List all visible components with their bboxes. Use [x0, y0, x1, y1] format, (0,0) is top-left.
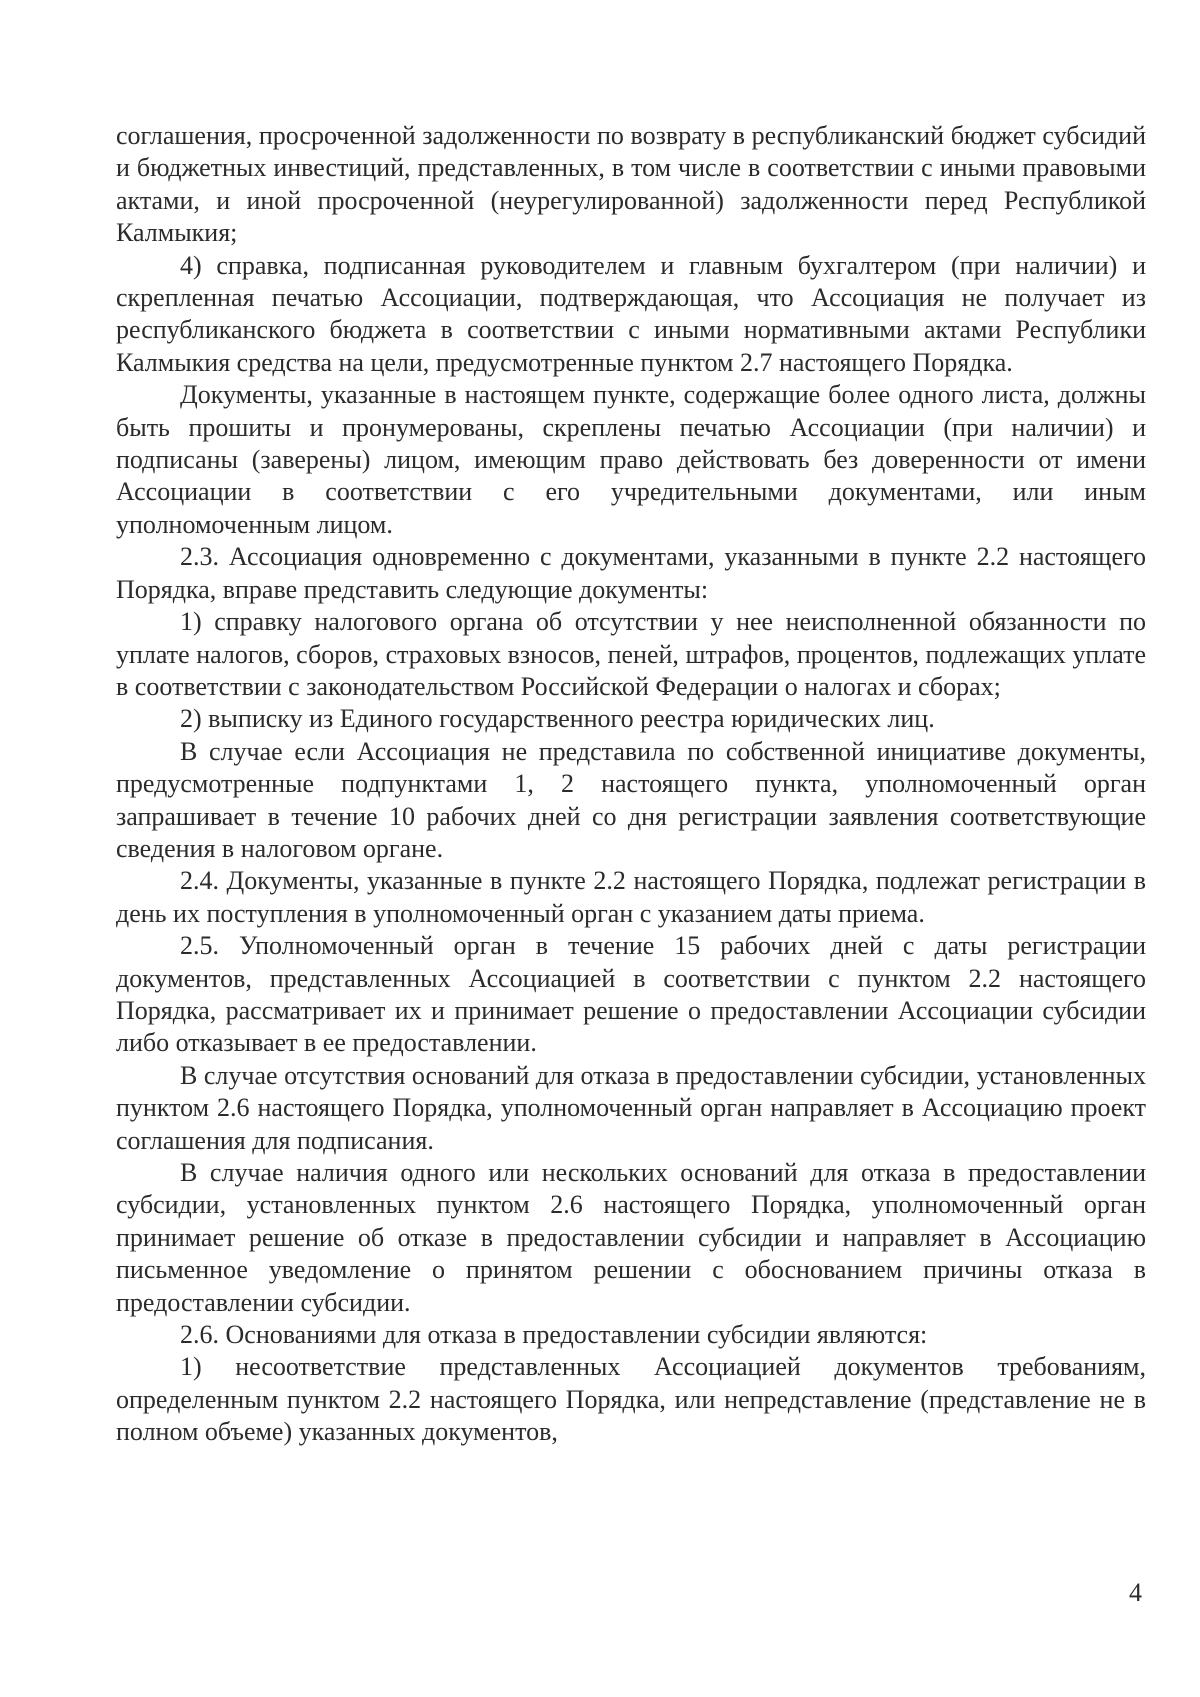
- paragraph: 2.6. Основаниями для отказа в предоставлении субсидии являются:: [180, 1320, 928, 1350]
- document-body: [116, 120, 1146, 1449]
- paragraph: 2.4. Документы, указанные в пункте 2.2 настоящего Порядка, подлежат регистрации в день их поступления в уполномоченный орган с указанием даты приема.: [116, 866, 1146, 928]
- paragraph: Документы, указанные в настоящем пункте, содержащие более одного листа, должны быть прошиты и пронумерованы, скреплены печатью Ассоциации (при наличии) и подписаны (заверены) лицом, имеющим право действовать без доверенности от имени Ассоциации в соответствии с его учредительными документами, или иным уполномоченным лицом.: [116, 380, 1146, 539]
- paragraph: 1) несоответствие представленных Ассоциацией документов требованиям, определенным пунктом 2.2 настоящего Порядка, или непредставление (представление не в полном объеме) указанных документов,: [116, 1352, 1146, 1447]
- paragraph: 2.3. Ассоциация одновременно с документами, указанными в пункте 2.2 настоящего Порядка, вправе представить следующие документы:: [116, 542, 1146, 604]
- paragraph: 2) выписку из Единого государственного реестра юридических лиц.: [180, 704, 935, 734]
- paragraph: 4) справка, подписанная руководителем и главным бухгалтером (при наличии) и скрепленная печатью Ассоциации, подтверждающая, что Ассоциация не получает из республиканского бюджета в соответствии с иными нормативными актами Республики Калмыкия средства на цели, предусмотренные пунктом 2.7 настоящего Порядка.: [116, 250, 1146, 377]
- paragraph: 2.5. Уполномоченный орган в течение 15 рабочих дней с даты регистрации документов, представленных Ассоциацией в соответствии с пунктом 2.2 настоящего Порядка, рассматривает их и принимает решение о предоставлении Ассоциации субсидии либо отказывает в ее предоставлении.: [116, 931, 1146, 1058]
- paragraph: В случае отсутствия оснований для отказа в предоставлении субсидии, установленных пунктом 2.6 настоящего Порядка, уполномоченный орган направляет в Ассоциацию проект соглашения для подписания.: [116, 1060, 1146, 1155]
- paragraph: 1) справку налогового органа об отсутствии у нее неисполненной обязанности по уплате налогов, сборов, страховых взносов, пеней, штрафов, процентов, подлежащих уплате в соответствии с законодательством Российской Федерации о налогах и сборах;: [116, 607, 1146, 701]
- page-number: 4: [1129, 1578, 1142, 1607]
- paragraph: соглашения, просроченной задолженности по возврату в республиканский бюджет субсидий и бюджетных инвестиций, представленных, в том числе в соответствии с иными правовыми актами, и иной просроченной (неурегулированной) задолженности перед Республикой Калмыкия;: [116, 121, 1146, 248]
- paragraph: В случае наличия одного или нескольких оснований для отказа в предоставлении субсидии, установленных пунктом 2.6 настоящего Порядка, уполномоченный орган принимает решение об отказе в предоставлении субсидии и направляет в Ассоциацию письменное уведомление о принятом решении с обоснованием причины отказа в предоставлении субсидии.: [116, 1158, 1146, 1317]
- paragraph: В случае если Ассоциация не представила по собственной инициативе документы, предусмотренные подпунктами 1, 2 настоящего пункта, уполномоченный орган запрашивает в течение 10 рабочих дней со дня регистрации заявления соответствующие сведения в налоговом органе.: [116, 736, 1146, 863]
